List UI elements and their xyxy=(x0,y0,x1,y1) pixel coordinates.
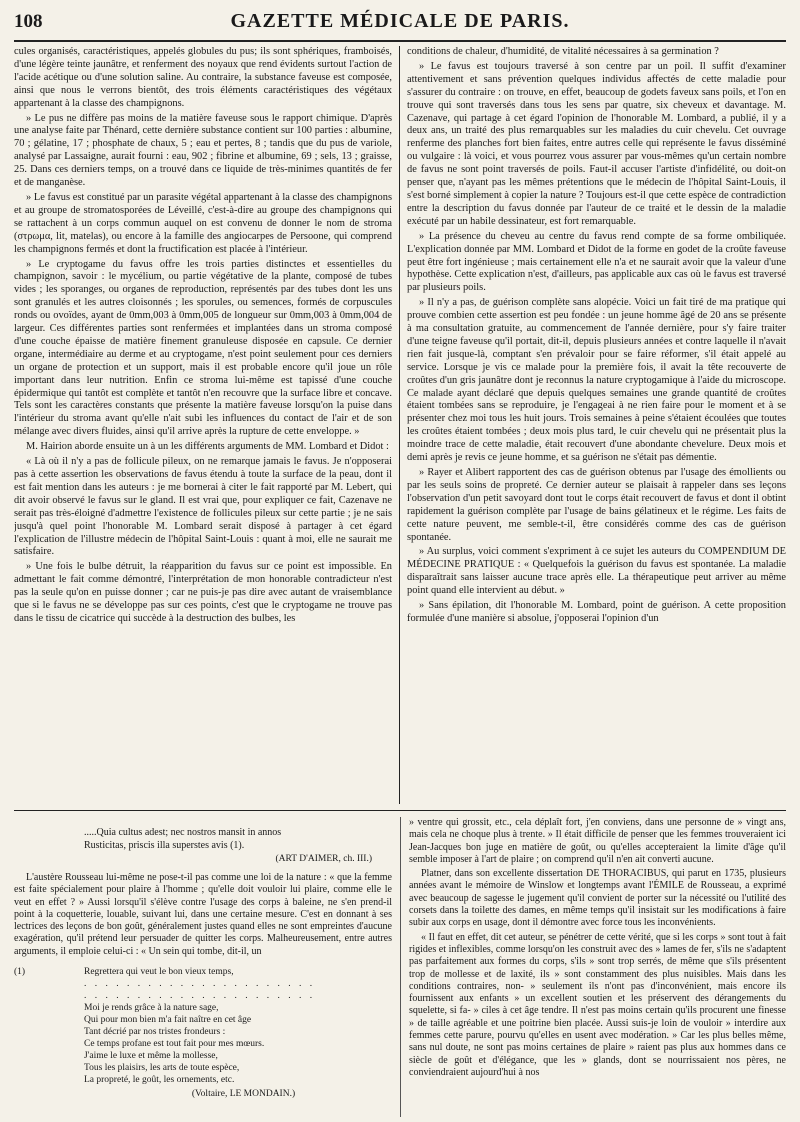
paragraph: » Le cryptogame du favus offre les trois parties distinctes et essentielles du champignon, savoir : le mycélium, ou partie végétative de la plante, composé de tubes vides ; les sporanges, ou organes de reproduction, représentés par des tubes dont les uns sont granulés et les autres cloisonnés ; les sporules, ou semences, formés de corpuscules ronds ou ovoïdes, ayant de 0mm,003 à 0mm,005 de longueur sur 0mm,003 à 0mm,004 de largeur. Ces différentes parties sont renfermées et implantées dans un stroma composé d'une couche épaisse de matière finement granuleuse disposée en capsule. Ce dernier organe, intermédiaire au derme et au cryptogame, n'est point seulement pour ces derniers un organe de protection et un support, mais il est probable encore qu'il joue un rôle important dans leur nutrition. Enfin ce stroma lui-même est tapissé d'une couche épidermique qui tantôt est complète et tantôt n'en recouvre que la surface libre et concave. Tels sont les caractères constants que présente la matière faveuse lorsqu'on la puise dans l'intérieur du stroma avant qu'elle n'ait subi les influences du contact de l'air et de son mélange avec divers fluides, ainsi qu'il arrive après la rupture de cette enveloppe. » xyxy=(14,258,392,438)
poem-line: J'aime le luxe et même la mollesse, xyxy=(84,1051,218,1062)
feuilleton-left-column xyxy=(14,817,400,1117)
poem-line: Moi je rends grâce à la nature sage, xyxy=(84,1003,219,1014)
paragraph: conditions de chaleur, d'humidité, de vitalité nécessaires à sa germination ? xyxy=(407,46,719,57)
paragraph: » Il n'y a pas, de guérison complète sans alopécie. Voici un fait tiré de ma pratique qui prouve combien cette assertion est peu fondée : un jeune homme âgé de 20 ans se présente à ma consultation gratuite, au commencement de l'année dernière, pour s'y faire traiter d'une teigne faveuse qu'il portait, dit-il, depuis plusieurs années et contre laquelle il n'avait rien fait jusque-là, comptant s'en prévaloir pour se faire réformer, s'il était appelé au service. Lorsque je vis ce malade pour la première fois, il avait la tête recouverte de croûtes d'un gris jaunâtre dont je reconnus la nature cryptogamique à l'aide du microscope. Ce malade ayant déclaré que depuis quelques semaines une grande quantité de croûtes étaient tombées sans se reproduire, je l'engageai à ne rien faire pour le moment et à se présenter chez moi tous les huit jours. Trois semaines à peine s'étaient écoulées que toutes les croûtes étaient tombées ; deux mois plus tard, le cuir chevelu qui ne présentait plus la moindre trace de cette maladie, était recouvert d'une abondante chevelure. Deux mois et demi après je revis ce jeune homme, et sa guérison ne s'était pas démentie. xyxy=(407,297,786,464)
poem-line: Tant décrié par nos tristes frondeurs : xyxy=(84,1027,226,1038)
epigraph-line: Rusticitas, priscis illa superstes avis (1). xyxy=(84,839,245,851)
poem-line: Regrettera qui veut le bon vieux temps, xyxy=(84,967,234,978)
footnote-poem xyxy=(54,966,315,1100)
poem-line: Qui pour mon bien m'a fait naître en cet âge xyxy=(84,1015,252,1026)
page-number: 108 xyxy=(14,11,43,32)
footnote xyxy=(14,966,392,1100)
paragraph: » Le favus est toujours traversé à son centre par un poil. Il suffit d'examiner attentivement et sans prévention quelques individus affectés de cette maladie pour s'assurer du contraire : on trouve, en effet, beaucoup de godets faveux sans poils, et l'on en trouve qui sont traversés dans tous les sens par quatre, six cheveux et davantage. M. Cazenave, qui partage à cet égard l'opinion de l'honorable M. Lombard, a publié, il y a deux ans, un traité des plus remarquables sur les maladies du cuir chevelu. Cet ouvrage renferme des planches fort bien faites, entre autres celle qui représente le favus disséminé ou vulgaire : là voici, et vous pourrez vous assurer par vous-mêmes qu'un certain nombre de favus ne sont point traversés de poils. Faut-il accuser l'artiste d'infidélité, ou doit-on penser que, n'ayant pas les mêmes prétentions que le médecin de l'hôpital Saint-Louis, il s'est borné simplement à copier la nature ? Toujours est-il que cette espèce de contradiction entre la description du favus donnée par l'auteur de ce traité et le dessin de la maladie exécuté par un habile dessinateur, est fort remarquable. xyxy=(407,60,786,227)
poem-ellipsis: . . . . . . . . . . . . . . . . . . . . . . xyxy=(84,979,316,990)
poem-line: Tous les plaisirs, les arts de toute espèce, xyxy=(84,1063,240,1074)
journal-title: GAZETTE MÉDICALE DE PARIS. xyxy=(230,10,570,32)
paragraph: » Au surplus, voici comment s'expriment à ce sujet les auteurs du COMPENDIUM DE MÉDECINE PRATIQUE : « Quelquefois la guérison du favus est spontanée. La maladie disparaîtrait sans laisser aucune trace après elle. La thérapeutique peut arriver au même point quand elle intervient au début. » xyxy=(407,546,786,597)
main-left-column xyxy=(14,46,400,804)
poem-source: (Voltaire, LE MONDAIN.) xyxy=(191,1089,296,1100)
epigraph-line: .....Quia cultus adest; nec nostros mansit in annos xyxy=(84,827,282,838)
paragraph: cules organisés, caractéristiques, appelés globules du pus; ils sont sphériques, framboisés, d'une légère teinte jaunâtre, et renferment des noyaux que rend évidents surtout l'action de l'acide acétique ou d'une solution saline. Au contraire, la substance faveuse est composée, ainsi que nous le verrons bientôt, des trois éléments caractéristiques des végétaux appartenant à la classe des champignons. xyxy=(14,46,392,109)
poem-line: La propreté, le goût, les ornements, etc. xyxy=(84,1075,235,1086)
footnote-mark: (1) xyxy=(14,967,26,978)
epigraph xyxy=(14,827,392,852)
poem-ellipsis: . . . . . . . . . . . . . . . . . . . . . . xyxy=(84,991,316,1002)
paragraph: » Le pus ne diffère pas moins de la matière faveuse sous le rapport chimique. D'après une analyse faite par Thénard, cette dernière substance contient sur 100 parties : albumine, 70 ; gélatine, 17 ; phosphate de chaux, 5 ; eau et pertes, 8 ; tandis que du pus de variole, analysé par Lassaigne, aurait fourni : eau, 902 ; fibrine et albumine, 69 ; sels, 13 ; graisse, 25. Dans ces derniers temps, on a trouvé dans ce liquide de très-minimes quantités de fer et de manganèse. xyxy=(14,112,392,189)
paragraph: » Le favus est constitué par un parasite végétal appartenant à la classe des champignons et au groupe de stromatosporées de Léveillé, c'est-à-dire au groupe des champignons qui se rattachent à un corps commun auquel on est convenu de donner le nom de stroma (στρωμα, lit, matelas), ou encore à la famille des angiocarpes de Persoone, qui comprend les champignons fermés et dont la fructification est placée à l'intérieur. xyxy=(14,191,392,255)
epigraph-source: (ART D'AIMER, ch. III.) xyxy=(275,854,372,864)
paragraph: » La présence du cheveu au centre du favus rend compte de sa forme ombiliquée. L'explication donnée par MM. Lombard et Didot de la forme en godet de la croûte faveuse peut être fort ingénieuse ; mais certainement elle n'a et ne saurait avoir que la valeur d'une hypothèse. Cette explication n'est, d'ailleurs, pas applicable aux cas où le favus est traversé par plusieurs poils. xyxy=(407,230,786,294)
paragraph: Platner, dans son excellente dissertation DE THORACIBUS, qui parut en 1735, plusieurs années avant le mémoire de Winslow et longtemps avant l'ÉMILE de Rousseau, a exprimé avec beaucoup de sagesse le jugement qu'il convient de porter sur la nécessité ou l'utilité des corsets dans la toilette des dames, en même temps qu'il insistait sur les modifications à faire subir aux corps en usage, dont il démontre avec force tous les inconvénients. xyxy=(409,868,786,929)
paragraph: » Rayer et Alibert rapportent des cas de guérison obtenus par l'usage des émollients ou par les seuls soins de propreté. Ce dernier auteur se plaisait à rappeler dans ses leçons l'observation d'un petit savoyard dont tout le corps était recouvert de favus et dont il obtint rapidement la guérison complète par l'usage de bains gélatineux et le régime. Les faits de cette nature peuvent, me semble-t-il, être considérés comme des cas de guérison spontanée. xyxy=(407,467,786,543)
paragraph: » Une fois le bulbe détruit, la réapparition du favus sur ce point est impossible. En admettant le fait comme démontré, l'interprétation de mon honorable contradicteur n'est pas la seule qu'on en puisse donner ; car ne puis-je pas dire avec autant de vraisemblance que si le favus ne se développe pas sur ces points, c'est que le cryptogame ne trouve pas dans le tissu de cicatrice qui succède à la destruction des bulbes, les xyxy=(14,561,392,624)
paragraph: M. Hairion aborde ensuite un à un les différents arguments de MM. Lombard et Didot : xyxy=(26,441,389,453)
paragraph: » Sans épilation, dit l'honorable M. Lombard, point de guérison. A cette proposition formulée d'une manière si absolue, j'opposerai l'opinion d'un xyxy=(407,600,786,624)
paragraph: » ventre qui grossit, etc., cela déplaît fort, j'en conviens, dans une personne de » vingt ans, mais cela ne choque plus à trente. » Il était difficile de penser que les femmes trouveraient ici Jean-Jacques bon juge en matière de goût, ou qu'elles accepteraient la limite d'âge qu'il semble imposer à l'art de plaire ; on comprend qu'il n'en ait converti aucune. xyxy=(409,817,786,865)
paragraph: « Il faut en effet, dit cet auteur, se pénétrer de cette vérité, que si les corps » sont tout à fait rigides et inflexibles, comme lorsqu'on les construit avec des » lames de fer, s'ils ne s'adaptent pas parfaitement aux formes du corps, s'ils » sont trop serrés, de même que s'ils présentent trop de mollesse et de laxité, ils » sont constamment des plus nuisibles. Mais dans les conditions contraires, non- » seulement ils n'ont pas d'inconvénient, mais encore ils fournissent aux enfants » un excellent soutien et les préservent des dérangements du squelette, si fa- » ciles à cet âge tendre. Il n'est pas moins certain qu'ils procurent une finesse » de taille agréable et une poitrine bien placée. Aussi suis-je loin de vouloir » interdire aux femmes cette parure, pourvu qu'elles en usent avec modération. » Car les plus belles même, sans nul doute, ne sont pas moins certaines de plaire » raient pas plus aux hommes dans ce siècle de goût et d'élégance, que les » glands, dont se nourrissaient nos pères, ne conviendraient aujourd'hui à nos xyxy=(409,931,786,1078)
main-right-column xyxy=(400,46,786,804)
main-article xyxy=(14,46,786,804)
page-header xyxy=(14,10,786,42)
feuilleton-right-column xyxy=(400,817,786,1117)
paragraph: « Là où il n'y a pas de follicule pileux, on ne remarque jamais le favus. Je n'opposerai pas à cette assertion les observations de favus étendu à toute la surface de la peau, dont il est fait mention dans les auteurs : je me bornerai à citer le fait rapporté par M. Lebert, qui dit avoir observé le favus sur le gland. Il est vrai que, pour expliquer ce fait, Cazenave ne serait pas très-éloigné d'admettre l'existence de follicules pileux sur cette partie ; je ne sais jusqu'à quel point l'honorable M. Lombard serait disposé à partager à cet égard l'explication de l'illustre médecin de l'hôpital Saint-Louis : quant à moi, elle ne saurait me satisfaire. xyxy=(14,456,392,558)
paragraph: L'austère Rousseau lui-même ne pose-t-il pas comme une loi de la nature : « que la femme est faite spécialement pour plaire à l'homme ; qu'elle doit vouloir lui plaire, comme elle le veut en effet ? » Aussi lorsqu'il s'élève contre l'usage des corps à baleine, ne s'en prend-il point à la coquetterie, louable, suivant lui, dans une certaine mesure. C'est en donnant à ses lectrices des leçons de bon goût, généralement justes quand elles ne sont empreintes d'aucune exagération, qu'il prétend leur persuader de quitter les corps. Malheureusement, entre autres arguments, il emploie celui-ci : « Un sein qui tombe, dit-il, un xyxy=(14,872,392,957)
poem-line: Ce temps profane est tout fait pour mes mœurs. xyxy=(84,1039,265,1050)
feuilleton xyxy=(14,811,786,1117)
